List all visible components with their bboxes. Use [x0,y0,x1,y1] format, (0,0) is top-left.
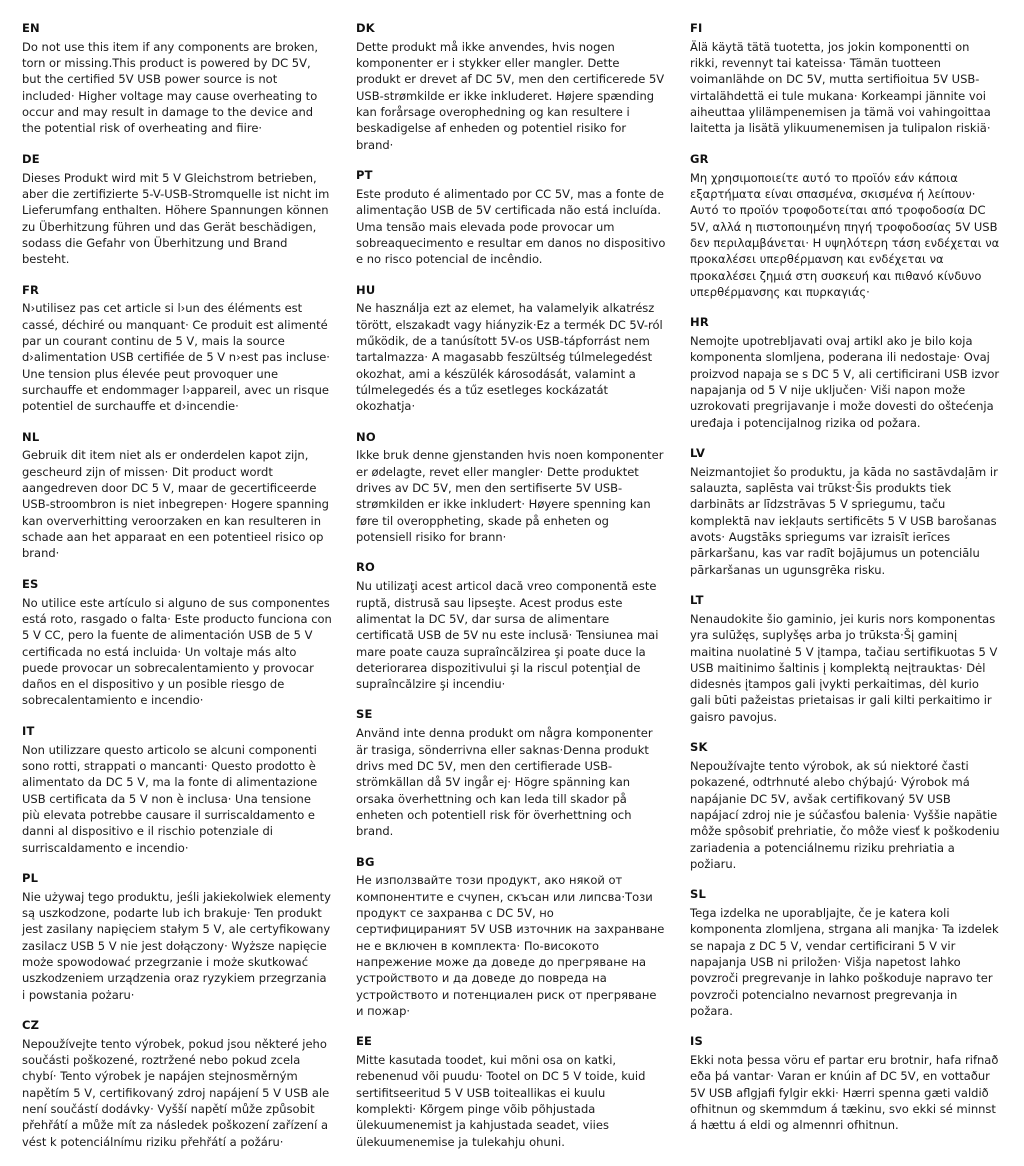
language-entry [22,22,332,137]
language-code: IT [22,723,35,738]
language-text: Nepoužívejte tento výrobek, pokud jsou některé jeho součásti poškozené, roztržené nebo pokud zcela chybí· Tento výrobek je napájen stejnosměrným napětím 5 V, certifikovaný zdroj napájení 5 V USB ale není součástí dodávky· Vyšší napětí může způsobit přehřátí a může mít za následek poškození zařízení a vést k potenciálnímu riziku přehřátí a požáru· [22,1036,330,1149]
language-text: Mitte kasutada toodet, kui mõni osa on katki, rebenenud või puudu· Tootel on DC 5 V toide, kuid sertifitseeritud 5 V USB toiteallikas ei kuulu komplekti· Kõrgem pinge võib põhjustada ülekuumenemist ja kahjustada seadet, viies ülekuumenemise ja tulekahju ohuni. [356,1053,646,1149]
language-entry [356,169,666,267]
language-code: CZ [22,1018,40,1032]
language-entry [690,316,1000,431]
language-text: Använd inte denna produkt om några komponenter är trasiga, sönderrivna eller saknas·Denna produkt drivs med DC 5V, men den certifierade USB-strömkällan då 5V ingår ej· Högre spänning kan orsaka överhettning och kan leda till skador på enheten och potentiell risk för överhettning och brand. [356,726,653,839]
language-code: RO [356,560,376,575]
columns-container [22,21,1002,1149]
language-entry [356,431,666,546]
language-code: ES [22,576,39,591]
language-entry [356,856,666,1020]
language-code: LT [690,593,704,608]
language-entry [22,153,332,268]
language-entry [22,725,332,856]
language-code: LV [690,445,706,460]
language-entry [690,153,1000,300]
language-column-2 [356,22,666,1166]
language-text: Μη χρησιμοποιείτε αυτό το προϊόν εάν κάποια εξαρτήματα είναι σπασμένα, σκισμένα ή λείπουν· Αυτό το προϊόν τροφοδοτείται από τροφοδοσία DC 5V, αλλά η πιστοποιημένη πηγή τροφοδοσίας 5V USB δεν περιλαμβάνεται· Η υψηλότερη τάση ενδέχεται να προκαλέσει υπερθέρμανση και ενδέχεται να προκαλέσει ζημιά στη συσκευή και πιθανό κίνδυνο υπερθέρμανσης και πυρκαγιάς· [690,170,1000,299]
language-text: N›utilisez pas cet article si l›un des éléments est cassé, déchiré ou manquant· Ce produit est alimenté par un courant continu de 5 V, mais la source d›alimentation USB certifiée de 5 V n›est pas incluse· Une tension plus élevée peut provoquer une surchauffe et endommager l›appareil, avec un risque potentiel de surchauffe et d›incendie· [22,301,330,414]
language-text: Ekki nota þessa vöru ef partar eru brotnir, hafa rifnað eða þá vantar· Varan er knúin af DC 5V, en vottaður 5V USB aflgjafi fylgir ekki· Hærri spenna gæti valdið ofhitnun og skemmdum á tækinu, svo ekki sé minnst á hættu á eldi og almennri ofhitnun. [690,1053,999,1133]
language-text: Ikke bruk denne gjenstanden hvis noen komponenter er ødelagte, revet eller mangler· Dette produktet drives av DC 5V, men den sertifiserte 5V USB-strømkilden er ikke inkludert· Høyere spenning kan føre til overoppheting, skade på enheten og potensiell risiko for brann· [356,448,664,545]
language-code: NL [22,429,40,444]
language-code: NO [356,429,376,444]
language-text: Dieses Produkt wird mit 5 V Gleichstrom betrieben, aber die zertifizierte 5-V-USB-Stromquelle ist nicht im Lieferumfang enthalten. Höhere Spannungen können zu Überhitzung führen und das Gerät beschädigen, sodass die Gefahr von Überhitzung und Brand besteht. [22,170,330,267]
language-column-1 [22,22,332,1166]
language-entry [356,284,666,415]
language-text: Este produto é alimentado por CC 5V, mas a fonte de alimentação USB de 5V certificada não está incluída. Uma tensão mais elevada pode provocar um sobreaquecimento e resultar em danos no dispositivo e no risco potencial de incêndio. [356,186,666,267]
language-code: SE [356,707,373,722]
language-entry [690,741,1000,872]
language-entry [356,1035,666,1150]
language-code: PT [356,168,373,183]
language-text: Nepoužívajte tento výrobok, ak sú niektoré časti pokazené, odtrhnuté alebo chýbajú· Výrobok má napájanie DC 5V, avšak certifikovaný 5V USB napájací zdroj nie je súčasťou balenia· Vyššie napätie môže spôsobiť prehriatie, čo môže viesť k poškodeniu zariadenia a potenciálnemu riziku prehriatia a požiaru. [690,758,1000,871]
language-code: EN [22,21,40,35]
language-entry [22,431,332,562]
language-entry [690,22,1000,137]
language-entry [22,872,332,1003]
language-entry [690,888,1000,1019]
language-entry [356,708,666,839]
language-code: FR [22,282,40,297]
language-text: Älä käytä tätä tuotetta, jos jokin komponentti on rikki, revennyt tai kateissa· Tämän tuotteen voimanlähde on DC 5V, mutta sertifioitua 5V USB-virtalähdettä ei tule mukana· Korkeampi jännite voi aiheuttaa ylilämpenemisen ja tämä voi vahingoittaa laitetta ja lisätä ylikuumenemisen ja tulipalon riskiä· [690,39,991,136]
language-entry [690,447,1000,578]
language-entry [356,22,666,153]
language-code: SL [690,887,707,902]
language-text: Tega izdelka ne uporabljajte, če je katera koli komponenta zlomljena, strgana ali manjka· Ta izdelek se napaja z DC 5 V, vendar certificirani 5 V vir napajanja USB ni priložen· Višja napetost lahko povzroči pregrevanje in lahko poškoduje napravo ter povzroči potencialno nevarnost pregrevanja in požara. [690,906,999,1018]
language-text: Nu utilizaţi acest articol dacă vreo componentă este ruptă, distrusă sau lipseşte. Acest produs este alimentat la DC 5V, dar sursa de alimentare certificată USB de 5V nu este inclusă· Tensiunea mai mare poate cauza supraîncălzirea şi poate duce la deteriorarea dispozitivului şi la riscul potenţial de supraîncălzire şi incendiu· [356,579,659,692]
language-entry [356,561,666,692]
language-code: IS [690,1034,703,1049]
language-code: HU [356,282,376,297]
language-text: Gebruik dit item niet als er onderdelen kapot zijn, gescheurd zijn of missen· Dit product wordt aangedreven door DC 5 V, maar de gecertificeerde USB-stroombron is niet inbegrepen· Hogere spanning kan oververhitting veroorzaken en kan resulteren in schade aan het apparaat en een potentieel risico op brand· [22,448,329,561]
language-entry [22,1019,332,1150]
language-code: DE [22,151,40,166]
language-code: SK [690,740,708,755]
language-text: Do not use this item if any components are broken, torn or missing.This product is powered by DC 5V, but the certified 5V USB power source is not included· Higher voltage may cause overheating to occur and may result in damage to the device and the potential risk of overheating and fiire· [22,39,319,136]
language-text: Ne használja ezt az elemet, ha valamelyik alkatrész törött, elszakadt vagy hiányzik·Ez a termék DC 5V-ról működik, de a tanúsított 5V-os USB-tápforrást nem tartalmazza· A magasabb feszültség túlmelegedést okozhat, ami a készülék károsodását, valamint a túlmelegedés és a tűz esetleges kockázatát okozhatja· [356,301,663,414]
language-code: FI [690,21,703,35]
language-text: Nie używaj tego produktu, jeśli jakiekolwiek elementy są uszkodzone, podarte lub ich brakuje· Ten produkt jest zasilany napięciem stałym 5 V, ale certyfikowany zasilacz USB 5 V nie jest dołączony· Wyższe napięcie może spowodować przegrzanie i może skutkować uszkodzeniem urządzenia oraz ryzykiem przegrzania i powstania pożaru· [22,889,331,1002]
language-code: HR [690,315,709,330]
language-text: Non utilizzare questo articolo se alcuni componenti sono rotti, strappati o mancanti· Questo prodotto è alimentato da DC 5 V, ma la fonte di alimentazione USB certificata da 5 V non è inclusa· Una tensione più elevata potrebbe causare il surriscaldamento e danni al dispositivo e il rischio potenziale di surriscaldamento e incendio· [22,742,318,855]
language-text: No utilice este artículo si alguno de sus componentes está roto, rasgado o falta· Este producto funciona con 5 V CC, pero la fuente de alimentación USB de 5 V certificada no está incluida· Un voltaje más alto puede provocar un sobrecalentamiento y provocar daños en el dispositivo y un posible riesgo de sobrecalentamiento e incendio· [22,595,332,708]
language-text: Nemojte upotrebljavati ovaj artikl ako je bilo koja komponenta slomljena, poderana ili nedostaje· Ovaj proizvod napaja se s DC 5 V, ali certificirani USB izvor napajanja od 5 V nije uključen· Viši napon može uzrokovati pregrijavanje i može dovesti do oštećenja uređaja i potencijalnog rizika od požara. [690,333,1000,430]
language-code: EE [356,1034,373,1049]
language-text: Dette produkt må ikke anvendes, hvis nogen komponenter er i stykker eller mangler. Dette produkt er drevet af DC 5V, men den certificerede 5V USB-strømkilde er ikke inkluderet. Højere spænding kan forårsage overophedning og kan resultere i beskadigelse af enheden og potentiel risiko for brand· [356,39,665,152]
language-code: DK [356,21,375,35]
language-column-3 [690,22,1000,1150]
language-code: GR [690,151,709,166]
language-text: Nenaudokite šio gaminio, jei kuris nors komponentas yra sulūžęs, suplyšęs arba jo trūksta·Šį gaminį maitina nuolatinė 5 V įtampa, tačiau sertifikuotas 5 V USB maitinimo šaltinis į komplektą neįtrauktas· Dėl didesnės įtampos gali įvykti perkaitimas, dėl kurio gali būti pažeistas prietaisas ir gali kilti perkaitimo ir gaisro pavojus. [690,611,998,724]
language-entry [22,578,332,709]
language-entry [690,1035,1000,1133]
language-code: PL [22,870,39,885]
language-text: Neizmantojiet šo produktu, ja kāda no sastāvdaļām ir salauzta, saplēsta vai trūkst·Šis produkts tiek darbināts ar līdzstrāvas 5 V spriegumu, taču komplektā nav iekļauts sertificēts 5 V USB barošanas avots· Augstāks spriegums var izraisīt ierīces pārkaršanu, kas var radīt bojājumus un potenciālu pārkaršanas un ugunsgrēka risku. [690,464,998,577]
language-entry [690,594,1000,725]
language-code: BG [356,854,375,869]
language-text: Не използвайте този продукт, ако някой от компонентите е счупен, скъсан или липсва·Този продукт се захранва с DC 5V, но сертифицираният 5V USB източник на захранване не е включен в комплекта· По-високото напрежение може да доведе до прегряване на устройството и да доведе до повреда на устройството и потенциален риск от прегряване и пожар· [356,873,665,1018]
language-entry [22,284,332,415]
